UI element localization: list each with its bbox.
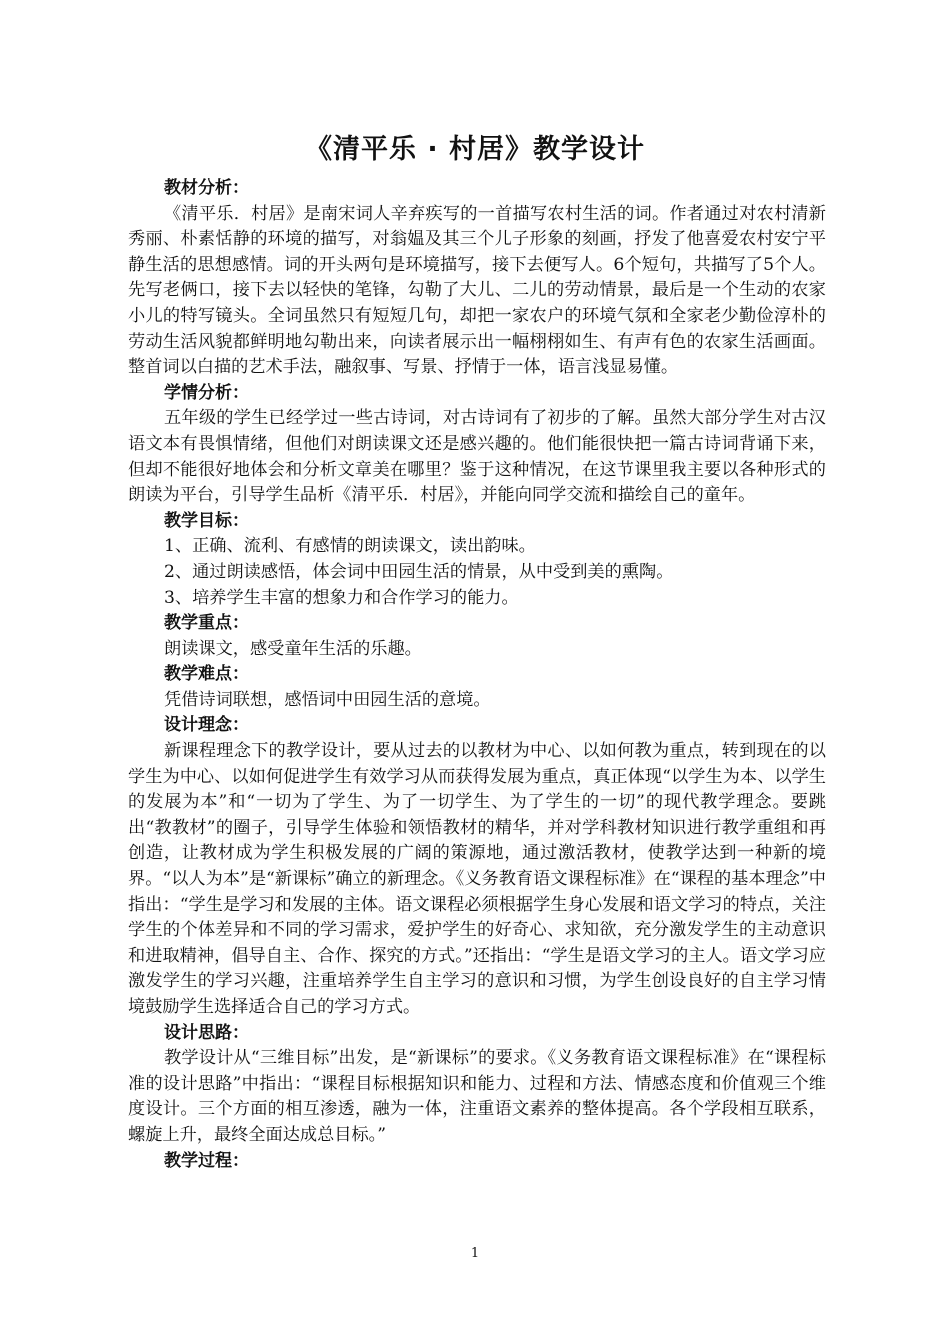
section-body-approach: 教学设计从“三维目标”出发，是“新课标”的要求。《义务教育语文课程标准》在“课程标准的设计思路”中指出：“课程目标根据知识和能力、过程和方法、情感态度和价值观三个维度设计。三个方面的相互渗透，融为一体，注重语文素养的整体提高。各个学段相互联系，螺旋上升，最终全面达成总目标。” bbox=[128, 1048, 826, 1145]
section-heading-approach: 设计思路： bbox=[164, 1022, 249, 1043]
section-body-philosophy: 新课程理念下的教学设计，要从过去的以教材为中心、以如何教为重点，转到现在的以学生为中心、以如何促进学生有效学习从而获得发展为重点，真正体现“以学生为本、以学生的发展为本”和“一切为了学生、为了一切学生、为了学生的一切”的现代教学理念。要跳出“教教材”的圈子，引导学生体验和领悟教材的精华，并对学科教材知识进行教学重组和再创造，让教材成为学生积极发展的广阔的策源地，通过激活教材，使教学达到一种新的境界。“以人为本”是“新课标”确立的新理念。《义务教育语文课程标准》在“课程的基本理念”中指出：“学生是学习和发展的主体。语文课程必须根据学生身心发展和语文学习的特点，关注学生的个体差异和不同的学习需求，爱护学生的好奇心、求知欲，充分激发学生的主动意识和进取精神，倡导自主、合作、探究的方式。”还指出：“学生是语文学习的主人。语文学习应激发学生的学习兴趣，注重培养学生自主学习的意识和习惯，为学生创设良好的自主学习情境鼓励学生选择适合自己的学习方式。 bbox=[128, 741, 826, 1017]
goal-item: 2、通过朗读感悟，体会词中田园生活的情景，从中受到美的熏陶。 bbox=[164, 561, 674, 582]
section-heading-key-points: 教学重点： bbox=[164, 613, 249, 634]
section-body-material: 《清平乐．村居》是南宋词人辛弃疾写的一首描写农村生活的词。作者通过对农村清新秀丽、朴素恬静的环境的描写，对翁媪及其三个儿子形象的刻画，抒发了他喜爱农村安宁平静生活的思想感情。词的开头两句是环境描写，接下去便写人。6个短句，共描写了5个人。先写老俩口，接下去以轻快的笔锋，勾勒了大儿、二儿的劳动情景，最后是一个生动的农家小儿的特写镜头。全词虽然只有短短几句，却把一家农户的环境气氛和全家老少勤俭淳朴的劳动生活风貌都鲜明地勾勒出来，向读者展示出一幅栩栩如生、有声有色的农家生活画面。整首词以白描的艺术手法，融叙事、写景、抒情于一体，语言浅显易懂。 bbox=[128, 203, 826, 378]
section-body-difficulties: 凭借诗词联想，感悟词中田园生活的意境。 bbox=[164, 689, 491, 710]
goal-item: 3、培养学生丰富的想象力和合作学习的能力。 bbox=[164, 587, 519, 608]
section-heading-goals: 教学目标： bbox=[164, 510, 249, 531]
section-heading-difficulties: 教学难点： bbox=[164, 664, 249, 685]
section-heading-material: 教材分析： bbox=[164, 178, 249, 198]
goal-item: 1、正确、流利、有感情的朗读课文，读出韵味。 bbox=[164, 536, 536, 557]
page-number: 1 bbox=[470, 1246, 480, 1261]
document-body bbox=[128, 176, 826, 1174]
section-body-students: 五年级的学生已经学过一些古诗词，对古诗词有了初步的了解。虽然大部分学生对古汉语文本有畏惧情绪，但他们对朗读课文还是感兴趣的。他们能很快把一篇古诗词背诵下来，但却不能很好地体会和分析文章美在哪里？鉴于这种情况，在这节课里我主要以各种形式的朗读为平台，引导学生品析《清平乐．村居》，并能向同学交流和描绘自己的童年。 bbox=[128, 408, 826, 506]
section-heading-philosophy: 设计理念： bbox=[164, 715, 249, 736]
section-body-key-points: 朗读课文，感受童年生活的乐趣。 bbox=[164, 638, 422, 659]
section-heading-process: 教学过程： bbox=[164, 1150, 249, 1171]
document-title: 《清平乐 · 村居》教学设计 bbox=[304, 134, 646, 165]
section-heading-students: 学情分析： bbox=[164, 382, 249, 403]
